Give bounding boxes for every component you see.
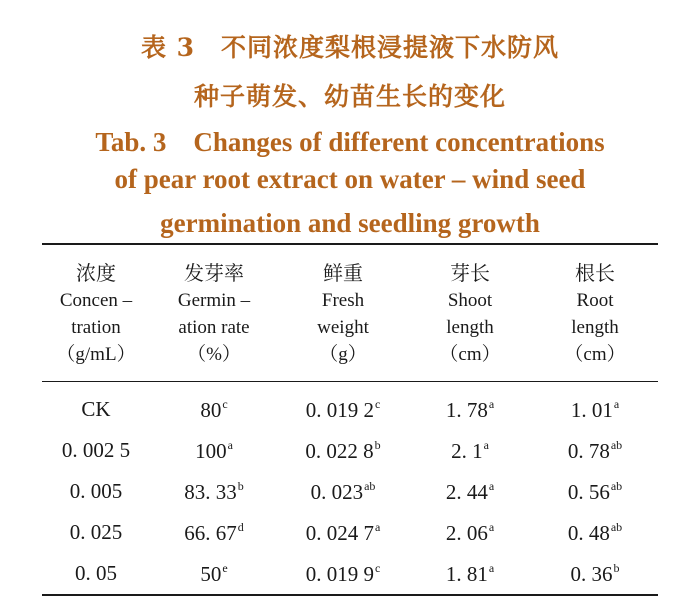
header-fresh-weight [278,246,408,381]
cell-concentration: 0. 005 [69,479,123,503]
cell-shoot-length: 2. 44$^a$ [445,478,495,504]
cell-shoot-length: 2. 1$^a$ [451,437,489,463]
cell-shoot-length: 1. 81$^a$ [445,560,495,586]
header-shoot-length [408,246,532,381]
table-header-row [42,246,658,381]
cell-concentration: 0. 05 [75,561,117,585]
header-concentration [42,246,150,381]
header-en-1: Shoot [447,290,493,311]
cell-fresh-weight: 0. 022 8$^b$ [305,437,381,463]
header-en-1: Germin – [177,290,251,311]
table-bottom-rule [42,594,658,596]
header-cn: 根长 [575,261,615,285]
cell-shoot-length: 1. 78$^a$ [445,396,495,422]
caption-en-line-3: germination and seedling growth [160,208,540,238]
cell-concentration: 0. 025 [69,520,123,544]
table-row [42,381,658,430]
header-unit: （cm） [439,344,501,365]
header-en-2: tration [71,317,121,338]
data-table [42,246,658,594]
header-en-2: weight [317,317,369,338]
cell-germination-rate: 80$^c$ [200,396,228,422]
cell-germination-rate: 66. 67$^d$ [184,519,244,545]
header-en-1: Concen – [59,290,133,311]
header-unit: （%） [187,344,241,365]
table-row [42,553,658,594]
cell-root-length: 0. $78^{ab}$ [567,437,623,463]
header-en-1: Root [576,290,614,311]
cell-germination-rate: 83. 33$^b$ [184,478,244,504]
cell-concentration: CK [81,397,111,421]
cell-fresh-weight: 0. 019 2$^c$ [305,396,381,422]
header-en-2: length [446,317,494,338]
header-cn: 发芽率 [184,261,244,285]
header-en-2: ation rate [178,317,250,338]
header-unit: （cm） [564,344,626,365]
cell-fresh-weight: 0. 019 9$^c$ [305,560,381,586]
cell-fresh-weight: 0. 024 7$^a$ [305,519,381,545]
header-root-length [532,246,658,381]
cell-fresh-weight: 0. $023^{ab}$ [310,478,376,504]
header-en-1: Fresh [321,290,365,311]
cell-concentration: 0. 002 5 [61,438,131,462]
caption-en-line-1: Tab. 3 Changes of different concentrations [95,127,605,157]
header-unit: （g） [319,344,367,365]
header-cn: 芽长 [450,261,490,285]
caption-cn-line-1: 表 3 不同浓度梨根浸提液下水防风 [140,33,560,62]
cell-root-length: 0. $56^{ab}$ [567,478,623,504]
table-row [42,512,658,553]
cell-shoot-length: 2. 06$^a$ [445,519,495,545]
cell-germination-rate: 100$^a$ [195,437,233,463]
header-unit: （g/mL） [56,344,136,365]
header-en-2: length [571,317,619,338]
header-cn: 浓度 [76,261,116,285]
table-top-rule [42,243,658,245]
cell-germination-rate: 50e [200,560,228,586]
table-row [42,430,658,471]
cell-root-length: 0. 36$^b$ [570,560,620,586]
caption-en-line-2: of pear root extract on water – wind seed [114,164,586,194]
caption-cn-line-2: 种子萌发、幼苗生长的变化 [193,82,506,111]
cell-root-length: 1. 01$^a$ [570,396,620,422]
cell-root-length: 0. $48^{ab}$ [567,519,623,545]
header-germination-rate [150,246,278,381]
table-row [42,471,658,512]
header-cn: 鲜重 [323,261,363,285]
